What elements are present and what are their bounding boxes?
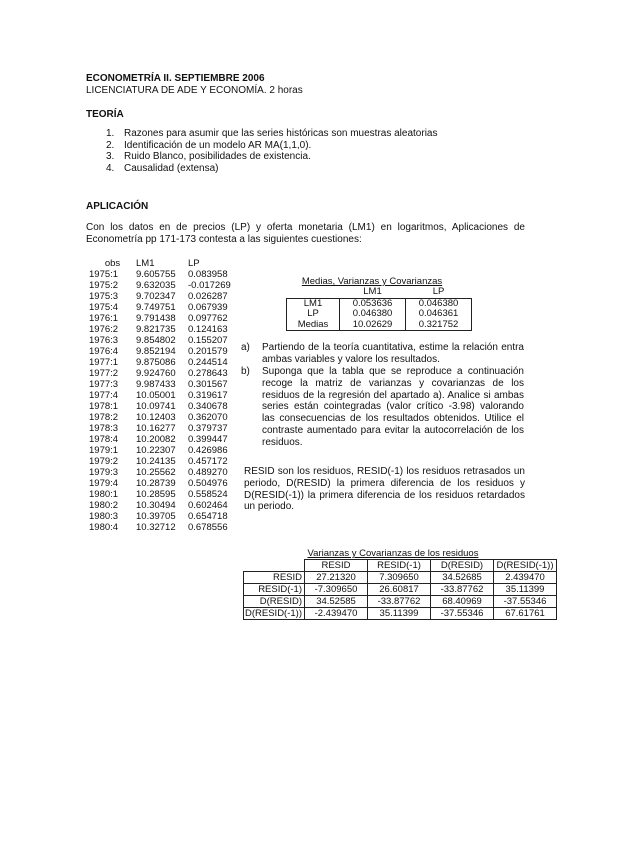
lp-cell: 0.399447 [188, 434, 228, 445]
header-lm1: LM1 [136, 258, 155, 269]
lm1-cell: 9.702347 [136, 291, 176, 302]
cov-cell: 35.11399 [494, 584, 557, 596]
exam-subtitle: LICENCIATURA DE ADE Y ECONOMÍA. 2 horas [86, 85, 303, 96]
cov-col-header: RESID(-1) [368, 560, 431, 572]
table-row [85, 313, 240, 324]
lm1-cell: 9.854802 [136, 335, 176, 346]
header-obs: obs [104, 258, 121, 269]
lm1-cell: 10.12403 [136, 412, 176, 423]
lm1-cell: 9.791438 [136, 313, 176, 324]
item-number: 4. [106, 162, 115, 174]
table-row [85, 357, 240, 368]
cov-cell: -37.55346 [431, 608, 494, 620]
means-col-header: LM1 [363, 286, 382, 297]
question-a [241, 342, 524, 366]
means-row-label: LM1 [287, 298, 340, 309]
header-lp: LP [188, 258, 200, 269]
question-text: Partiendo de la teoría cuantitativa, estime la relación entra ambas variables y valore los resultados. [262, 342, 524, 365]
means-row [287, 309, 472, 320]
resid-paragraph: RESID son los residuos, RESID(-1) los residuos retrasados un periodo, D(RESID) la primera diferencia de los residuos y D(RESID(-1)) la primera diferencia de los residuos retardados un periodo. [244, 466, 525, 513]
lp-cell: 0.504976 [188, 478, 228, 489]
lp-cell: 0.362070 [188, 412, 228, 423]
lp-cell: 0.097762 [188, 313, 228, 324]
lm1-cell: 9.924760 [136, 368, 176, 379]
means-cell: 0.046380 [406, 298, 472, 309]
obs-cell: 1980:3 [89, 511, 119, 522]
obs-cell: 1979:4 [89, 478, 119, 489]
means-cell: 10.02629 [340, 320, 406, 331]
lm1-cell: 10.24135 [136, 456, 176, 467]
obs-cell: 1978:4 [89, 434, 119, 445]
table-row [85, 302, 240, 313]
cov-row-label: RESID [244, 572, 305, 584]
obs-cell: 1977:1 [89, 357, 119, 368]
table-row [85, 434, 240, 445]
cov-row-label: RESID(-1) [244, 584, 305, 596]
table-row [85, 280, 240, 291]
lp-cell: 0.155207 [188, 335, 228, 346]
table-row [85, 368, 240, 379]
cov-cell: -37.55346 [494, 596, 557, 608]
table-row [85, 478, 240, 489]
item-text: Razones para asumir que las series históricas son muestras aleatorias [124, 128, 438, 139]
obs-cell: 1975:4 [89, 302, 119, 313]
lp-cell: 0.026287 [188, 291, 228, 302]
lm1-cell: 10.28595 [136, 489, 176, 500]
means-row-label: Medias [287, 320, 340, 331]
means-cell: 0.046361 [406, 309, 472, 320]
obs-cell: 1979:3 [89, 467, 119, 478]
obs-cell: 1977:3 [89, 379, 119, 390]
obs-cell: 1977:4 [89, 390, 119, 401]
lm1-cell: 9.605755 [136, 269, 176, 280]
obs-cell: 1975:2 [89, 280, 119, 291]
cov-cell: 67.61761 [494, 608, 557, 620]
lm1-cell: 10.39705 [136, 511, 176, 522]
cov-cell: -33.87762 [368, 596, 431, 608]
data-table [85, 258, 240, 533]
obs-cell: 1979:1 [89, 445, 119, 456]
obs-cell: 1976:4 [89, 346, 119, 357]
cov-cell: 2.439470 [494, 572, 557, 584]
table-row [85, 423, 240, 434]
cov-table-title: Varianzas y Covarianzas de los residuos [307, 548, 479, 559]
cov-row [244, 608, 557, 620]
lp-cell: 0.124163 [188, 324, 228, 335]
obs-cell: 1980:2 [89, 500, 119, 511]
means-col-header: LP [432, 286, 445, 297]
cov-col-header: D(RESID(-1)) [494, 560, 557, 572]
question-b [241, 366, 524, 449]
data-table-body [85, 269, 240, 533]
lp-cell: 0.558524 [188, 489, 228, 500]
theory-item [106, 128, 437, 140]
cov-col-header: D(RESID) [431, 560, 494, 572]
cov-cell: 34.52685 [431, 572, 494, 584]
cov-cell: 7.309650 [368, 572, 431, 584]
cov-row [244, 572, 557, 584]
lp-cell: 0.678556 [188, 522, 228, 533]
question-label: a) [241, 342, 250, 353]
item-number: 3. [106, 151, 115, 162]
cov-col-header: RESID [305, 560, 368, 572]
means-row [287, 320, 472, 331]
cov-row [244, 596, 557, 608]
lm1-cell: 9.749751 [136, 302, 176, 313]
lp-cell: -0.017269 [188, 280, 231, 291]
lp-cell: 0.083958 [188, 269, 228, 280]
cov-row [244, 584, 557, 596]
lp-cell: 0.278643 [188, 368, 228, 379]
lp-cell: 0.654718 [188, 511, 228, 522]
application-heading: APLICACIÓN [86, 201, 149, 212]
item-number: 1. [106, 128, 115, 139]
lm1-cell: 10.05001 [136, 390, 176, 401]
cov-cell: 35.11399 [368, 608, 431, 620]
lp-cell: 0.379737 [188, 423, 228, 434]
cov-row-label: D(RESID) [244, 596, 305, 608]
lm1-cell: 9.987433 [136, 379, 176, 390]
item-text: Identificación de un modelo AR MA(1,1,0). [124, 139, 312, 151]
means-header-row [287, 287, 472, 298]
lm1-cell: 10.16277 [136, 423, 176, 434]
cov-cell: -7.309650 [305, 584, 368, 596]
lp-cell: 0.602464 [188, 500, 228, 511]
question-text: Suponga que la tabla que se reproduce a continuación recoge la matriz de varianzas y covarianzas de los residuos de la regresión del apartado a). Analice si ambas series están cointegradas (valor crítico -3.98) valorando las consecuencias de los resultados obtenidos. Utilice el contraste aumentado para evitar la autocorrelación de los residuos. [262, 366, 524, 448]
theory-list [106, 128, 437, 174]
item-number: 2. [106, 139, 115, 151]
obs-cell: 1976:3 [89, 335, 119, 346]
lp-cell: 0.067939 [188, 302, 228, 313]
lm1-cell: 9.875086 [136, 357, 176, 368]
cov-row-label: D(RESID(-1)) [244, 608, 305, 620]
cov-cell: -2.439470 [305, 608, 368, 620]
obs-cell: 1975:3 [89, 291, 119, 302]
lp-cell: 0.301567 [188, 379, 228, 390]
item-text: Ruido Blanco, posibilidades de existencia. [124, 151, 311, 162]
cov-cell: 27.21320 [305, 572, 368, 584]
theory-item [106, 163, 437, 175]
means-table-title: Medias, Varianzas y Covarianzas [301, 276, 443, 287]
obs-cell: 1980:4 [89, 522, 119, 533]
lp-cell: 0.489270 [188, 467, 228, 478]
table-row [85, 500, 240, 511]
cov-cell: 68.40969 [431, 596, 494, 608]
table-row [85, 401, 240, 412]
table-row [85, 346, 240, 357]
means-cell: 0.053636 [340, 298, 406, 309]
obs-cell: 1976:2 [89, 324, 119, 335]
obs-cell: 1980:1 [89, 489, 119, 500]
table-row [85, 511, 240, 522]
means-cell: 0.321752 [406, 320, 472, 331]
lm1-cell: 10.09741 [136, 401, 176, 412]
question-label: b) [241, 366, 250, 377]
table-row [85, 291, 240, 302]
lm1-cell: 9.852194 [136, 346, 176, 357]
lp-cell: 0.319617 [188, 390, 228, 401]
obs-cell: 1976:1 [89, 313, 119, 324]
item-text: Causalidad (extensa) [124, 162, 219, 174]
theory-item [106, 151, 437, 163]
means-cell: 0.046380 [340, 309, 406, 320]
table-row [85, 489, 240, 500]
lm1-cell: 10.30494 [136, 500, 176, 511]
exam-title: ECONOMETRÍA II. SEPTIEMBRE 2006 [86, 73, 265, 84]
cov-table [243, 559, 557, 620]
lp-cell: 0.244514 [188, 357, 228, 368]
lp-cell: 0.340678 [188, 401, 228, 412]
table-row [85, 379, 240, 390]
theory-item [106, 140, 437, 152]
table-row [85, 522, 240, 533]
lm1-cell: 10.28739 [136, 478, 176, 489]
means-table [286, 287, 472, 331]
table-row [85, 467, 240, 478]
cov-cell: 34.52585 [305, 596, 368, 608]
means-row-label: LP [287, 309, 340, 320]
lm1-cell: 9.632035 [136, 280, 176, 291]
lm1-cell: 9.821735 [136, 324, 176, 335]
table-row [85, 456, 240, 467]
table-header-row [85, 258, 240, 269]
table-row [85, 269, 240, 280]
table-row [85, 412, 240, 423]
theory-heading: TEORÍA [86, 109, 124, 120]
lp-cell: 0.426986 [188, 445, 228, 456]
lm1-cell: 10.22307 [136, 445, 176, 456]
cov-cell: -33.87762 [431, 584, 494, 596]
table-row [85, 324, 240, 335]
obs-cell: 1979:2 [89, 456, 119, 467]
cov-header-row [244, 560, 557, 572]
lm1-cell: 10.20082 [136, 434, 176, 445]
cov-cell: 26.60817 [368, 584, 431, 596]
obs-cell: 1978:1 [89, 401, 119, 412]
application-paragraph: Con los datos en de precios (LP) y oferta monetaria (LM1) en logaritmos, Aplicaciones de Econometría pp 171-173 contesta a las siguientes cuestiones: [86, 222, 525, 245]
lp-cell: 0.201579 [188, 346, 228, 357]
obs-cell: 1977:2 [89, 368, 119, 379]
obs-cell: 1975:1 [89, 269, 119, 280]
lp-cell: 0.457172 [188, 456, 228, 467]
obs-cell: 1978:3 [89, 423, 119, 434]
table-row [85, 390, 240, 401]
lm1-cell: 10.32712 [136, 522, 176, 533]
obs-cell: 1978:2 [89, 412, 119, 423]
table-row [85, 335, 240, 346]
table-row [85, 445, 240, 456]
lm1-cell: 10.25562 [136, 467, 176, 478]
